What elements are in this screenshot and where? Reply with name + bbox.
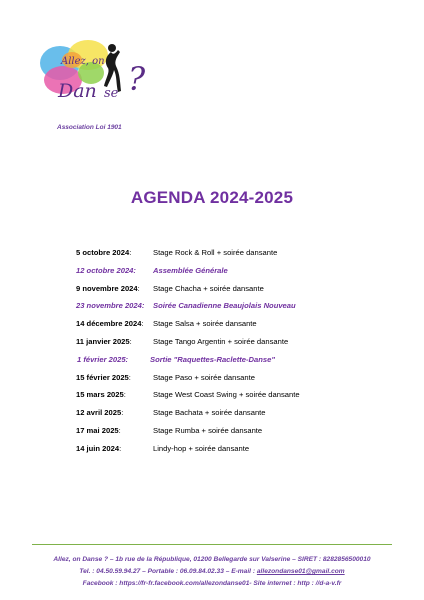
agenda-event: Stage Salsa + soirée dansante (153, 319, 257, 329)
agenda-event: Stage West Coast Swing + soirée dansante (153, 390, 300, 400)
agenda-event: Stage Bachata + soirée dansante (153, 408, 266, 418)
footer-phone-text: Tel. : 04.50.59.94.27 – Portable : 06.09.84.02.33 – E-mail : (79, 568, 257, 575)
logo-word-se: se (104, 86, 119, 101)
agenda-date: 23 novembre 2024: (76, 301, 145, 311)
logo-question-mark: ? (128, 60, 146, 98)
agenda-row (76, 390, 396, 408)
agenda-date: 5 octobre 2024: (76, 248, 132, 257)
agenda-row-highlight (76, 266, 396, 284)
agenda-row (76, 426, 396, 444)
agenda-event: Soirée Canadienne Beaujolais Nouveau (153, 301, 296, 311)
agenda-row (76, 337, 396, 355)
logo-word-allez: Allez, on (61, 56, 105, 67)
agenda-event: Stage Rumba + soirée dansante (153, 425, 263, 435)
page-title: AGENDA 2024-2025 (130, 188, 294, 207)
agenda-event: Assemblée Générale (153, 265, 228, 275)
association-status: Association Loi 1901 (57, 124, 122, 131)
agenda-event: Stage Rock & Roll + soirée dansante (153, 248, 278, 257)
agenda-date: 9 novembre 2024: (76, 283, 140, 293)
agenda-date: 12 avril 2025: (76, 408, 124, 418)
agenda-row (76, 319, 396, 337)
agenda-date: 11 janvier 2025: (76, 336, 132, 346)
logo-word-dan: Dan (58, 80, 97, 102)
agenda-event: Stage Chacha + soirée dansante (153, 283, 264, 293)
agenda-row (76, 408, 396, 426)
footer-contact (0, 568, 424, 575)
agenda-date: 15 mars 2025: (76, 390, 126, 400)
footer-address: Allez, on Danse ? – 1b rue de la République, 01200 Bellegarde sur Valserine – SIRET : 8282856500010 (53, 556, 371, 563)
agenda-event: Stage Tango Argentin + soirée dansante (153, 336, 289, 346)
allez-on-danse-logo (38, 38, 150, 110)
agenda-row-highlight (76, 301, 396, 319)
agenda-date: 14 juin 2024: (76, 443, 122, 453)
agenda-row-highlight (76, 355, 396, 373)
agenda-row (76, 248, 396, 266)
agenda-row (76, 373, 396, 391)
agenda-event: Lindy-hop + soirée dansante (153, 443, 250, 453)
agenda-row (76, 444, 396, 462)
agenda-event: Sortie "Raquettes-Raclette-Danse" (150, 354, 275, 364)
agenda-date: 14 décembre 2024: (76, 319, 144, 329)
footer-divider (32, 544, 392, 545)
agenda-date: 1 février 2025: (77, 354, 129, 364)
agenda-date: 15 février 2025: (76, 372, 131, 382)
agenda-date: 17 mai 2025: (76, 425, 121, 435)
agenda-date: 12 octobre 2024: (76, 265, 136, 275)
agenda-list (76, 248, 396, 462)
footer-web-links: Facebook : https://fr-fr.facebook.com/allezondanse01- Site internet : http : //d-a-v.fr (82, 580, 342, 587)
agenda-row (76, 284, 396, 302)
footer-email-link[interactable]: allezondanse01@gmail.com (256, 568, 345, 575)
agenda-event: Stage Paso + soirée dansante (153, 372, 255, 382)
